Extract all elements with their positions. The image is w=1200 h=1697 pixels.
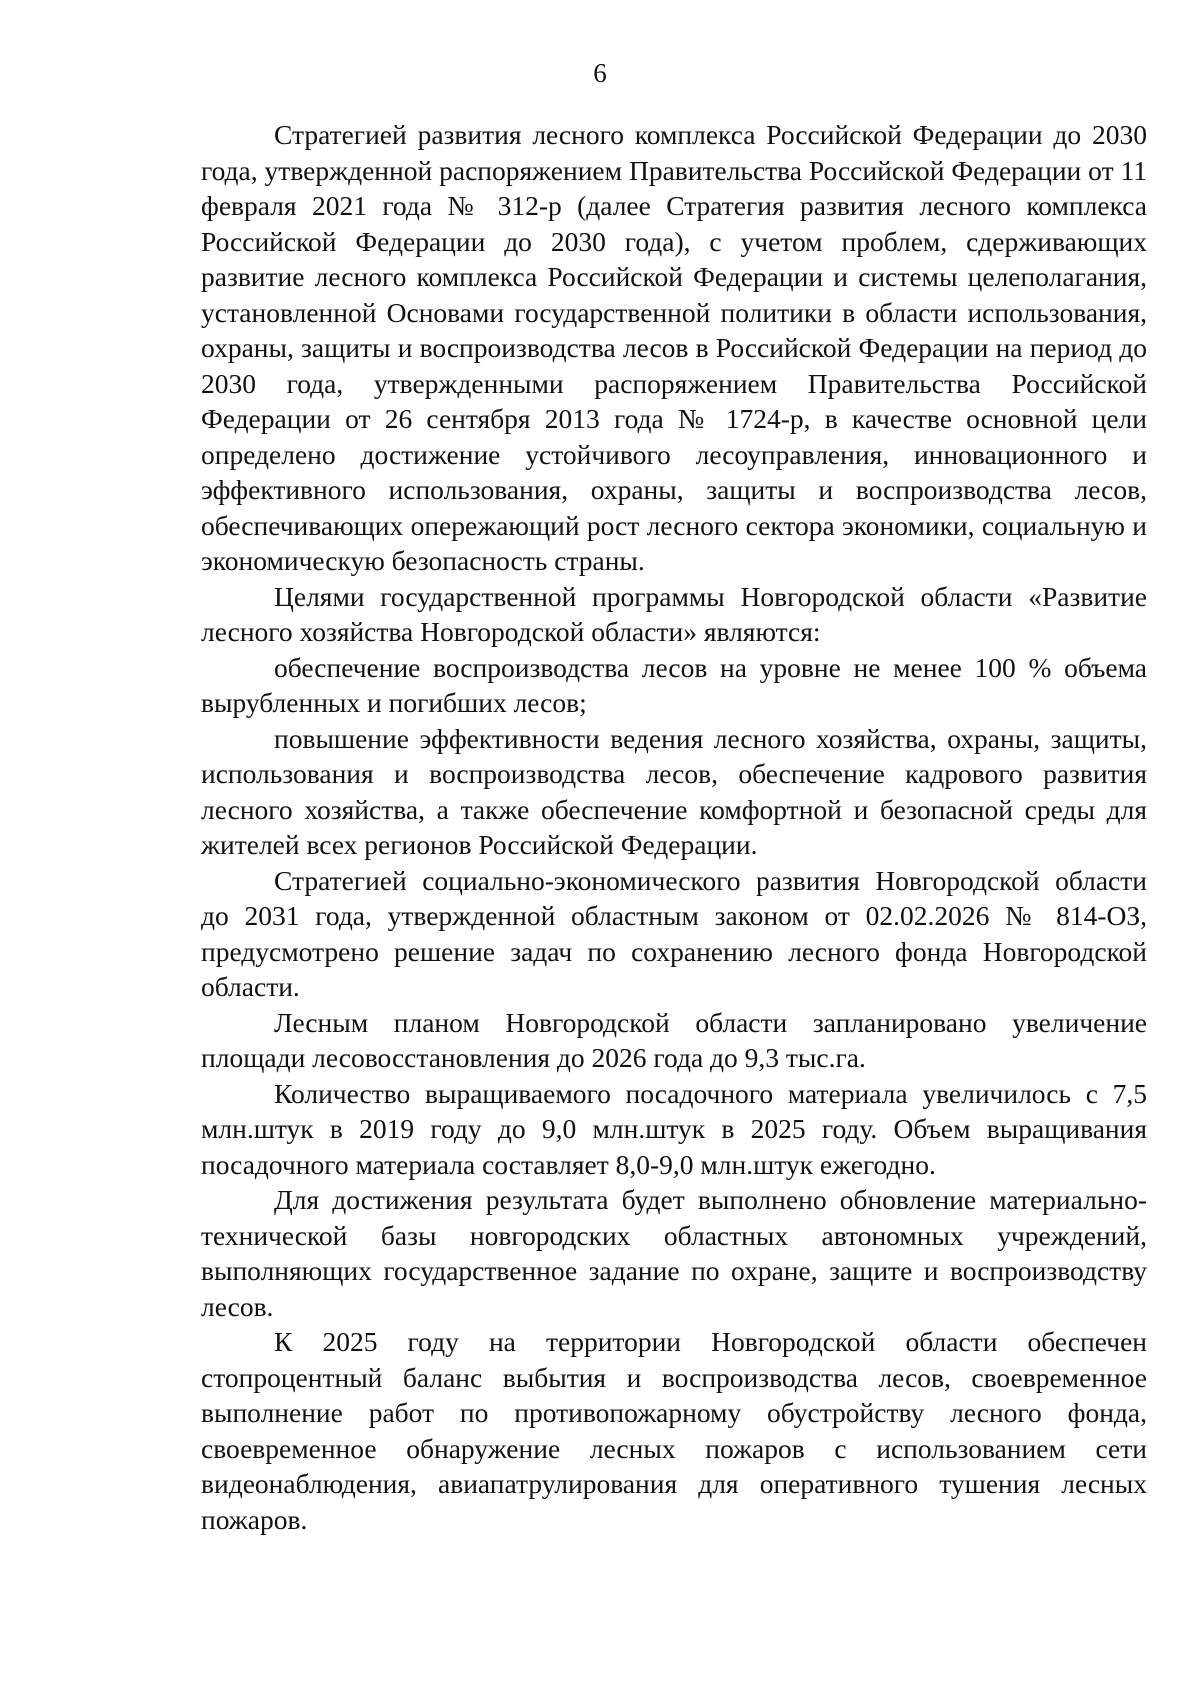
paragraph-planting-material: Количество выращиваемого посадочного материала увеличилось с 7,5 млн.штук в 2019 году до 9,0 млн.штук в 2025 году. Объем выращивания посадочного материала составляет 8,0-9,0 млн.штук ежегодно. [201,1077,1147,1180]
page-number: 6 [593,58,607,88]
paragraph-goal-reforestation: обеспечение воспроизводства лесов на уровне не менее 100 % объема вырубленных и погибших лесов; [201,651,1147,718]
document-body [201,117,1147,1537]
paragraph-program-goals-intro: Целями государственной программы Новгородской области «Развитие лесного хозяйства Новгородской области» являются: [201,580,1147,647]
paragraph-forest-plan: Лесным планом Новгородской области запланировано увеличение площади лесовосстановления до 2026 года до 9,3 тыс.га. [201,1006,1147,1073]
paragraph-results-2025: К 2025 году на территории Новгородской области обеспечен стопроцентный баланс выбытия и воспроизводства лесов, своевременное выполнение работ по противопожарному обустройству лесного фонда, своевременное обнаружение лесных пожаров с использованием сети видеонаблюдения, авиапатрулирования для оперативного тушения лесных пожаров. [201,1326,1147,1535]
paragraph-regional-strategy-2031: Стратегией социально-экономического развития Новгородской области до 2031 года, утвержденной областным законом от 02.02.2026 № 814-ОЗ, предусмотрено решение задач по сохранению лесного фонда Новгородской области. [201,864,1147,1002]
paragraph-forest-strategy-2030: Стратегией развития лесного комплекса Российской Федерации до 2030 года, утвержденной распоряжением Правительства Российской Федерации от 11 февраля 2021 года № 312-р (далее Стратегия развития лесного комплекса Российской Федерации до 2030 года), с учетом проблем, сдерживающих развитие лесного комплекса Российской Федерации и системы целеполагания, установленной Основами государственной политики в области использования, охраны, защиты и воспроизводства лесов в Российской Федерации на период до 2030 года, утвержденными распоряжением Правительства Российской Федерации от 26 сентября 2013 года № 1724-р, в качестве основной цели определено достижение устойчивого лесоуправления, инновационного и эффективного использования, охраны, защиты и воспроизводства лесов, обеспечивающих опережающий рост лесного сектора экономики, социальную и экономическую безопасность страны. [201,119,1147,576]
paragraph-goal-efficiency: повышение эффективности ведения лесного хозяйства, охраны, защиты, использования и воспроизводства лесов, обеспечение кадрового развития лесного хозяйства, а также обеспечение комфортной и безопасной среды для жителей всех регионов Российской Федерации. [201,722,1147,860]
paragraph-material-base-update: Для достижения результата будет выполнено обновление материально-технической базы новгородских областных автономных учреждений, выполняющих государственное задание по охране, защите и воспроизводству лесов. [201,1184,1147,1322]
